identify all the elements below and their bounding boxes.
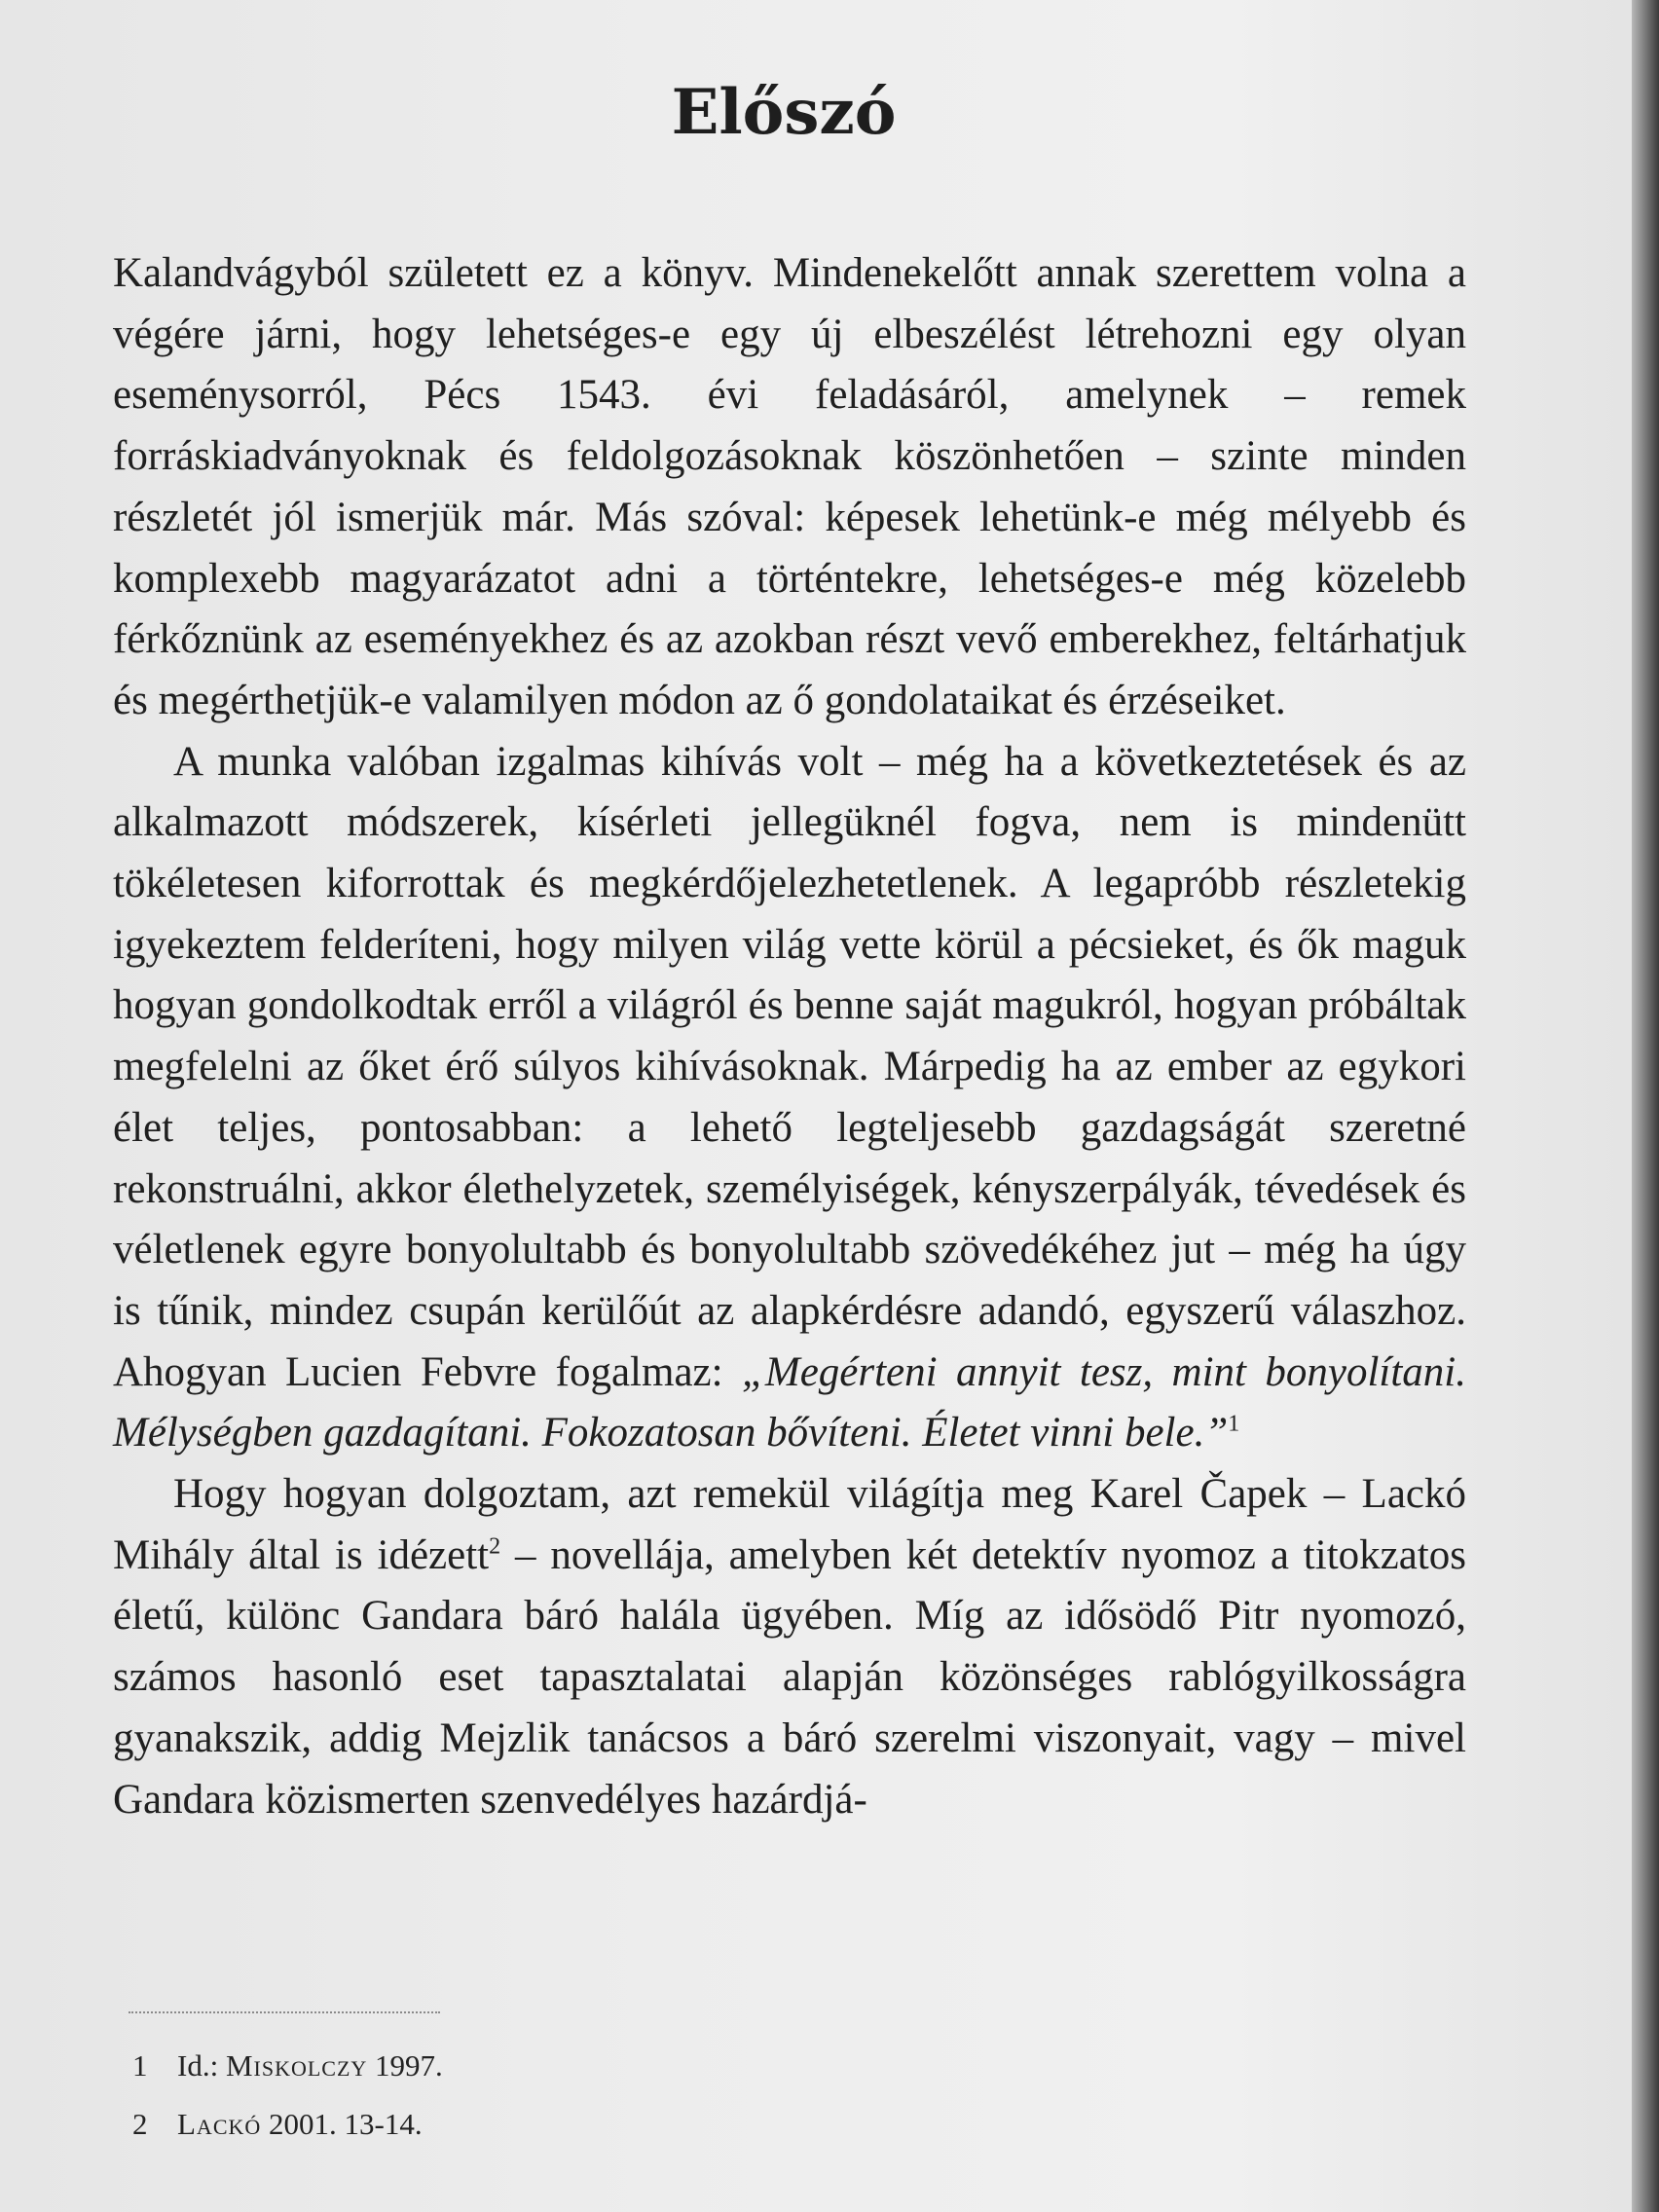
paragraph-1 — [113, 243, 1466, 732]
footnote-2 — [132, 2095, 443, 2154]
footnote-divider — [129, 2011, 440, 2013]
footnote-author: Miskolczy — [225, 2048, 368, 2083]
footnote-number: 1 — [132, 2048, 148, 2083]
footnote-citation: 1997. — [367, 2048, 443, 2083]
paragraph-2 — [113, 732, 1466, 1464]
febvre-quote: „Megérteni annyit tesz, mint bonyolítani. Mélységben gazdagítani. Fokozatosan bővíteni. Életet vinni bele.” — [113, 1348, 1467, 1456]
paragraph-3 — [113, 1464, 1466, 1830]
paragraph-text: Hogy hogyan dolgoztam, azt remekül világítja meg Karel Čapek – Lackó Mihály által is idézett — [113, 1471, 1466, 1578]
page-title: Előszó — [671, 76, 897, 149]
page-edge-shadow — [1632, 0, 1659, 2212]
paragraph-text: A munka valóban izgalmas kihívás volt – még ha a következtetések és az alkalmazott módszerek, kísérleti jellegüknél fogva, nem is mindenütt tökéletesen kiforrottak és megkérdőjelezhetetlenek. A legapróbb részletekig igyekeztem felderíteni, hogy milyen világ vette körül a pécsieket, és ők maguk hogyan gondolkodtak erről a világról és benne saját magukról, hogyan próbáltak megfelelni az őket érő súlyos kihívásoknak. Márpedig ha az ember az egykori élet teljes, pontosabban: a lehető legteljesebb gazdagságát szeretné rekonstruálni, akkor élethelyzetek, személyiségek, kényszerpályák, tévedések és véletlenek egyre bonyolultabb és bonyolultabb szövedékéhez jut – még ha úgy is tűnik, mindez csupán kerülőút az alapkérdésre adandó, egyszerű válaszhoz. Ahogyan Lucien Febvre fogalmaz: — [113, 738, 1466, 1395]
footnotes — [132, 2037, 443, 2154]
paragraph-text: Kalandvágyból született ez a könyv. Mindenekelőtt annak szerettem volna a végére járni, hogy lehetséges-e egy új elbeszélést létrehozni egy olyan eseménysorról, Pécs 1543. évi feladásáról, amelynek – remek forráskiadványoknak és feldolgozásoknak köszönhetően – szinte minden részletét jól ismerjük már. Más szóval: képesek lehetünk-e még mélyebb és komplexebb magyarázatot adni a történtekre, lehetséges-e még közelebb férkőznünk az eseményekhez és az azokban részt vevő emberekhez, feltárhatjuk és megérthetjük-e valamilyen módon az ő gondolataikat és érzéseiket. — [113, 250, 1466, 723]
footnote-ref-2: 2 — [489, 1533, 501, 1560]
footnote-prefix: Id.: — [177, 2048, 226, 2083]
footnote-1 — [132, 2037, 443, 2095]
footnote-citation: 2001. 13-14. — [261, 2107, 423, 2141]
paragraph-text: – novellája, amelyben két detektív nyomoz a titokzatos életű, különc Gandara báró halála ügyében. Míg az idősödő Pitr nyomozó, számos hasonló eset tapasztalatai alapján közönséges rablógyilkosságra gyanakszik, addig Mejzlik tanácsos a báró szerelmi viszonyait, vagy – mivel Gandara közismerten szenvedélyes hazárdjá- — [113, 1531, 1466, 1823]
body-text — [113, 243, 1466, 1830]
footnote-number: 2 — [132, 2107, 148, 2141]
footnote-author: Lackó — [177, 2107, 262, 2141]
footnote-ref-1: 1 — [1228, 1412, 1240, 1438]
